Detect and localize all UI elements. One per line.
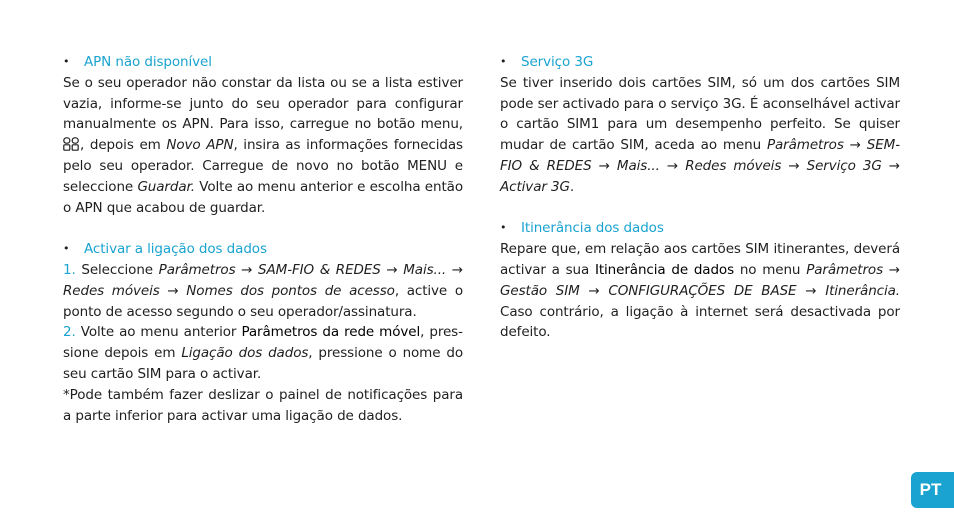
- section-roaming: [500, 218, 900, 343]
- apn-paragraph: Se o seu operador não constar da lista ou se a lista estiver vazia, informe-se junto do seu operador para configurar manualmente os APN. Para isso, carregue no botão menu, , depois em Novo APN, insira as informações fornecidas pelo seu operador. Carregue de novo no botão MENU e seleccione Guardar. Volte ao menu anterior e escolha então o APN que acabou de guardar.: [63, 74, 463, 216]
- bullet-icon: •: [63, 242, 70, 256]
- data-note: *Pode também fazer deslizar o painel de notificações para a parte inferior para activar uma ligação de dados.: [63, 386, 463, 424]
- menu-grid-icon: [63, 137, 79, 151]
- language-badge: PT: [911, 472, 954, 508]
- section-3g-service: [500, 52, 900, 198]
- bullet-icon: •: [500, 221, 507, 235]
- section-heading-apn: • APN não disponível: [63, 52, 463, 73]
- section-apn: [63, 52, 463, 218]
- bullet-icon: •: [63, 55, 70, 68]
- left-column: [63, 52, 463, 447]
- section-data-connection: [63, 239, 463, 426]
- right-column: [500, 52, 900, 364]
- section-heading-3g: • Serviço 3G: [500, 52, 900, 73]
- section-heading-roaming: • Itinerância dos dados: [500, 218, 900, 239]
- data-step-1: 1. Seleccione Parâmetros → SAM-FIO & REDES → Mais... → Redes móveis → Nomes dos pontos de acesso, active o ponto de acesso segundo o seu operador/assinatura.: [63, 261, 464, 320]
- 3g-paragraph: Se tiver inserido dois cartões SIM, só um dos cartões SIM pode ser activado para o serviço 3G. É aconselhável activar o cartão SIM1 para um desempenho perfeito. Se quiser mudar de cartão SIM, aceda ao menu Parâmetros → SEM-FIO & REDES → Mais... → Redes móveis → Serviço 3G → Activar 3G.: [500, 74, 900, 195]
- data-step-2: 2. Volte ao menu anterior Parâmetros da rede móvel, pressione depois em Ligação dos dados, pressione o nome do seu cartão SIM para o activar.: [63, 324, 463, 382]
- section-heading-data: • Activar a ligação dos dados: [63, 239, 463, 260]
- roaming-paragraph: Repare que, em relação aos cartões SIM itinerantes, deverá activar a sua Itinerância de dados no menu Parâmetros → Gestão SIM → CONFIGURAÇÕES DE BASE → Itinerância. Caso contrário, a ligação à internet será desactivada por defeito.: [500, 241, 901, 341]
- bullet-icon: •: [500, 55, 507, 68]
